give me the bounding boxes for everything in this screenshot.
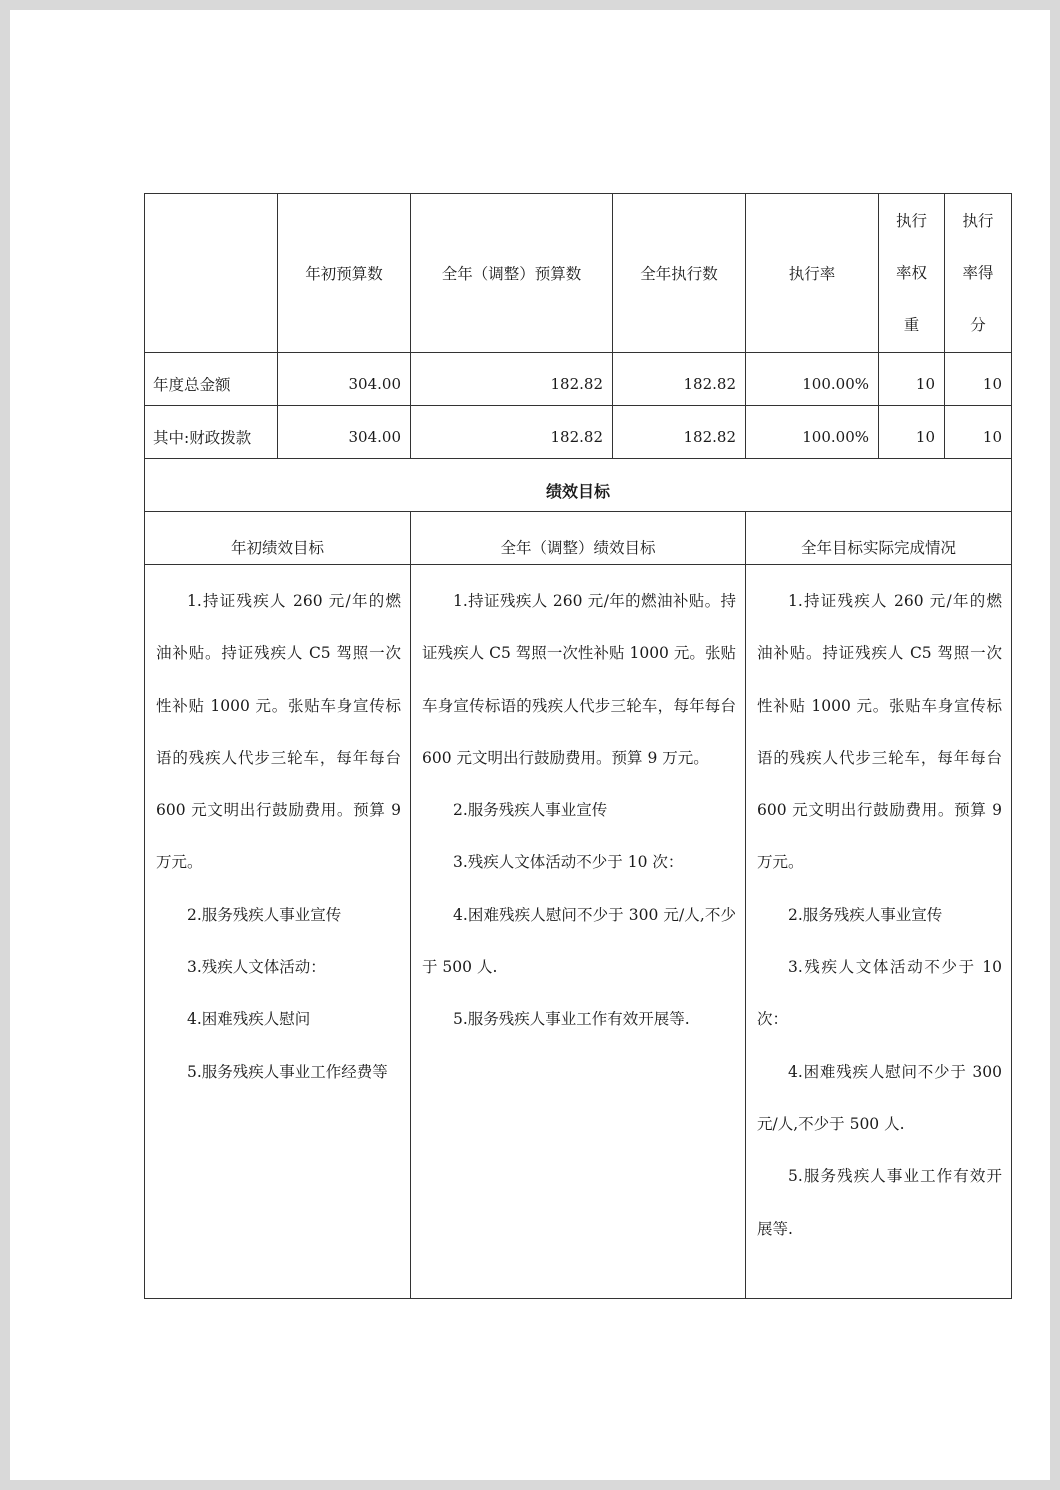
- header-rate-score-line: 率得: [962, 264, 994, 282]
- column-title-actual: 全年目标实际完成情况: [746, 512, 1012, 565]
- header-rate-weight-line: 执行: [895, 212, 927, 230]
- adjusted-goals-cell: [411, 565, 746, 1299]
- row-label: 其中:财政拨款: [145, 406, 278, 459]
- header-adjusted-budget: 全年（调整）预算数: [411, 194, 613, 353]
- list-item: 1.持证残疾人 260 元/年的燃油补贴。持证残疾人 C5 驾照一次性补贴 1000 元。张贴车身宣传标语的残疾人代步三轮车，每年每台 600 元文明出行鼓励费用。预算 9 万元。: [422, 592, 736, 767]
- cell-weight: 10: [879, 406, 945, 459]
- header-initial-budget: 年初预算数: [278, 194, 411, 353]
- performance-column-header-row: [145, 512, 1012, 565]
- table-row-total: [145, 353, 1012, 406]
- list-item: 2.服务残疾人事业宣传: [453, 801, 608, 820]
- list-item: 5.服务残疾人事业工作有效开展等.: [453, 1010, 690, 1029]
- cell-score: 10: [945, 353, 1012, 406]
- cell-annual-execution: 182.82: [613, 353, 746, 406]
- header-rate-weight-line: 率权: [895, 264, 927, 282]
- cell-adjusted-budget: 182.82: [411, 406, 613, 459]
- cell-execution-rate: 100.00%: [746, 353, 879, 406]
- column-title-initial: 年初绩效目标: [145, 512, 411, 565]
- list-item: 2.服务残疾人事业宣传: [788, 905, 943, 924]
- header-rate-score-line: 分: [970, 316, 986, 334]
- initial-goals-cell: [145, 565, 411, 1299]
- header-rate-weight-line: 重: [903, 316, 920, 334]
- table-row-fiscal: [145, 406, 1012, 459]
- header-annual-execution: 全年执行数: [613, 194, 746, 353]
- performance-section-title: 绩效目标: [145, 459, 1012, 512]
- list-item: 2.服务残疾人事业宣传: [187, 905, 342, 924]
- cell-score: 10: [945, 406, 1012, 459]
- list-item: 4.困难残疾人慰问不少于 300 元/人,不少于 500 人.: [757, 1062, 1002, 1133]
- cell-execution-rate: 100.00%: [746, 406, 879, 459]
- cell-initial-budget: 304.00: [278, 353, 411, 406]
- performance-content-row: [145, 565, 1012, 1299]
- header-rate-score-line: 执行: [962, 212, 994, 230]
- list-item: 4.困难残疾人慰问: [187, 1010, 311, 1029]
- list-item: 1.持证残疾人 260 元/年的燃油补贴。持证残疾人 C5 驾照一次性补贴 1000 元。张贴车身宣传标语的残疾人代步三轮车，每年每台 600 元文明出行鼓励费用。预算 9 万元。: [757, 592, 1002, 872]
- list-item: 5.服务残疾人事业工作有效开展等.: [757, 1167, 1002, 1238]
- list-item: 3.残疾人文体活动：: [187, 958, 326, 977]
- budget-header-row: [145, 194, 1012, 353]
- cell-initial-budget: 304.00: [278, 406, 411, 459]
- performance-section-row: [145, 459, 1012, 512]
- header-execution-rate: 执行率: [746, 194, 879, 353]
- header-rate-weight: [879, 194, 945, 353]
- header-rate-score: [945, 194, 1012, 353]
- cell-adjusted-budget: 182.82: [411, 353, 613, 406]
- list-item: 4.困难残疾人慰问不少于 300 元/人,不少于 500 人.: [422, 905, 736, 977]
- list-item: 1.持证残疾人 260 元/年的燃油补贴。持证残疾人 C5 驾照一次性补贴 1000 元。张贴车身宣传标语的残疾人代步三轮车，每年每台 600 元文明出行鼓励费用。预算 9 万元。: [156, 592, 401, 872]
- list-item: 3.残疾人文体活动不少于 10 次：: [453, 853, 684, 872]
- list-item: 5.服务残疾人事业工作经费等: [187, 1062, 388, 1081]
- header-blank-cell: [145, 194, 278, 353]
- budget-performance-table: [144, 193, 1012, 1299]
- list-item: 3.残疾人文体活动不少于 10 次：: [757, 958, 1002, 1029]
- cell-annual-execution: 182.82: [613, 406, 746, 459]
- row-label: 年度总金额: [145, 353, 278, 406]
- actual-results-cell: [746, 565, 1012, 1299]
- column-title-adjusted: 全年（调整）绩效目标: [411, 512, 746, 565]
- cell-weight: 10: [879, 353, 945, 406]
